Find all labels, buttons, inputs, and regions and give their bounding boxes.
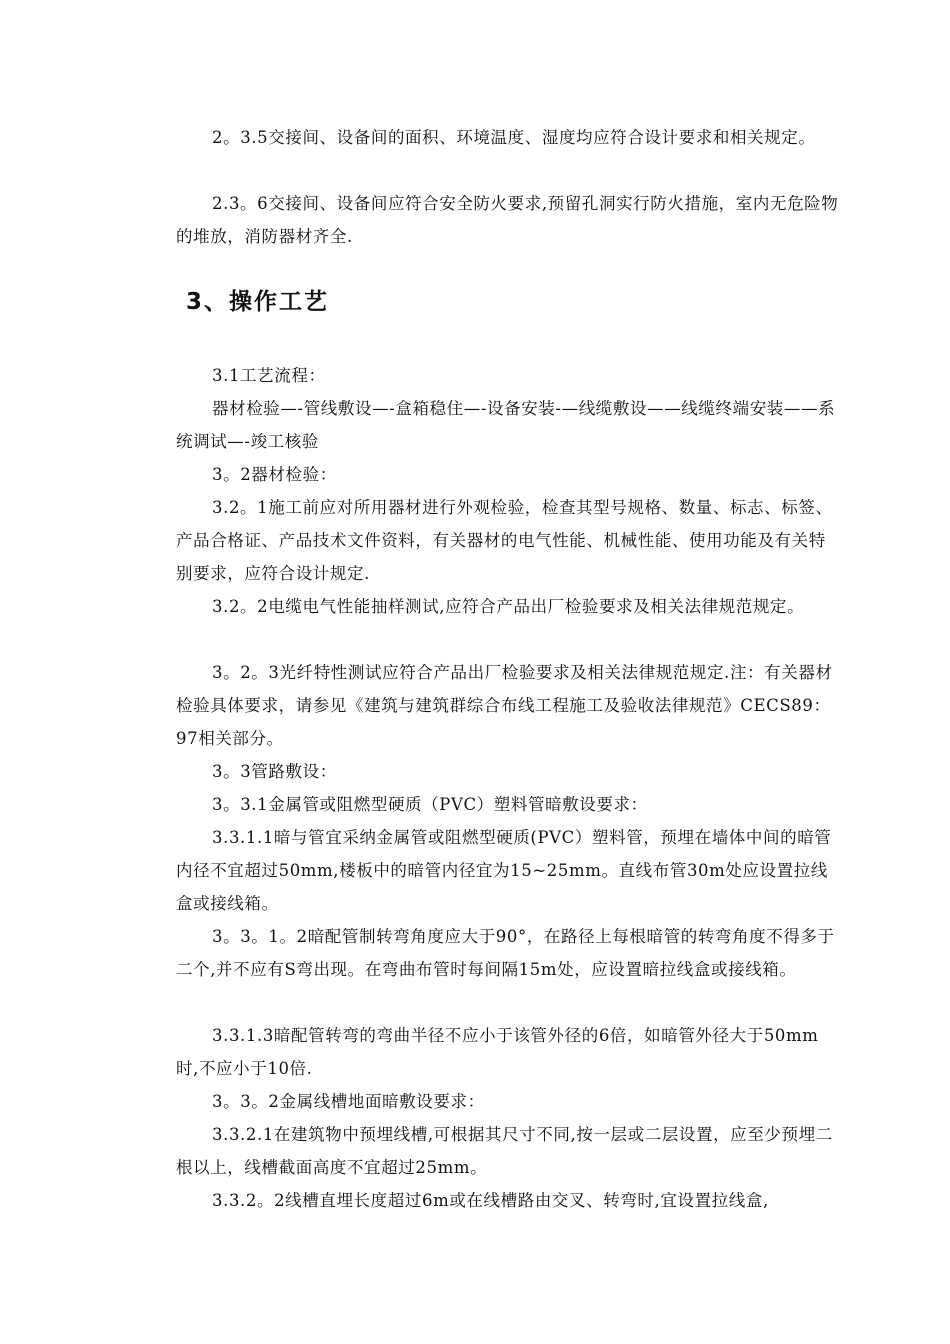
paragraph-3-3-1-3: 3.3.1.3暗配管转弯的弯曲半径不应小于该管外径的6倍，如暗管外径大于50mm时,不应小于10倍.: [176, 1026, 819, 1078]
paragraph-3-3-2-1: 3.3.2.1在建筑物中预埋线槽,可根据其尺寸不同,按一层或二层设置，应至少预埋二根以上，线槽截面高度不宜超过25mm。: [176, 1125, 833, 1177]
paragraph-3-3-1: 3。3.1金属管或阻燃型硬质（PVC）塑料管暗敷设要求：: [212, 795, 648, 814]
paragraph-3-3-1-1: 3.3.1.1暗与管宜采纳金属管或阻燃型硬质(PVC）塑料管，预埋在墙体中间的暗管内径不宜超过50mm,楼板中的暗管内径宜为15~25mm。直线布管30m处应设置拉线盒或接线箱。: [176, 828, 832, 913]
paragraph-3-2-3: 3。2。3光纤特性测试应符合产品出厂检验要求及相关法律规范规定.注：有关器材检验具体要求，请参见《建筑与建筑群综合布线工程施工及验收法律规范》CECS89：97相关部分。: [176, 663, 833, 748]
paragraph-2-3-5: 2。3.5交接间、设备间的面积、环境温度、湿度均应符合设计要求和相关规定。: [212, 128, 816, 147]
paragraph-3-3-2: 3。3。2金属线槽地面暗敷设要求：: [212, 1092, 485, 1111]
paragraph-3-1: 3.1工艺流程：: [212, 366, 326, 385]
paragraph-3-2-2: 3.2。2电缆电气性能抽样测试,应符合产品出厂检验要求及相关法律规范规定。: [212, 597, 805, 616]
section-heading: 3、操作工艺: [186, 289, 330, 315]
paragraph-3-3-2-2: 3.3.2。2线槽直埋长度超过6m或在线槽路由交叉、转弯时,宜设置拉线盒,: [212, 1191, 769, 1210]
paragraph-3-3: 3。3管路敷设：: [212, 762, 337, 781]
paragraph-3-2: 3。2器材检验：: [212, 465, 337, 484]
paragraph-3-2-1: 3.2。1施工前应对所用器材进行外观检验，检查其型号规格、数量、标志、标签、产品合格证、产品技术文件资料，有关器材的电气性能、机械性能、使用功能及有关特别要求，应符合设计规定.: [176, 498, 833, 583]
paragraph-3-3-1-2: 3。3。1。2暗配管制转弯角度应大于90°，在路径上每根暗管的转弯角度不得多于二个,并不应有S弯出现。在弯曲布管时每间隔15m处，应设置暗拉线盒或接线箱。: [176, 927, 835, 979]
paragraph-2-3-6: 2.3。6交接间、设备间应符合安全防火要求,预留孔洞实行防火措施，室内无危险物的堆放，消防器材齐全.: [176, 194, 839, 246]
paragraph-process-flow: 器材检验—-管线敷设—-盒箱稳住—-设备安装-—线缆敷设——线缆终端安装——系统调试—-竣工核验: [176, 399, 836, 451]
